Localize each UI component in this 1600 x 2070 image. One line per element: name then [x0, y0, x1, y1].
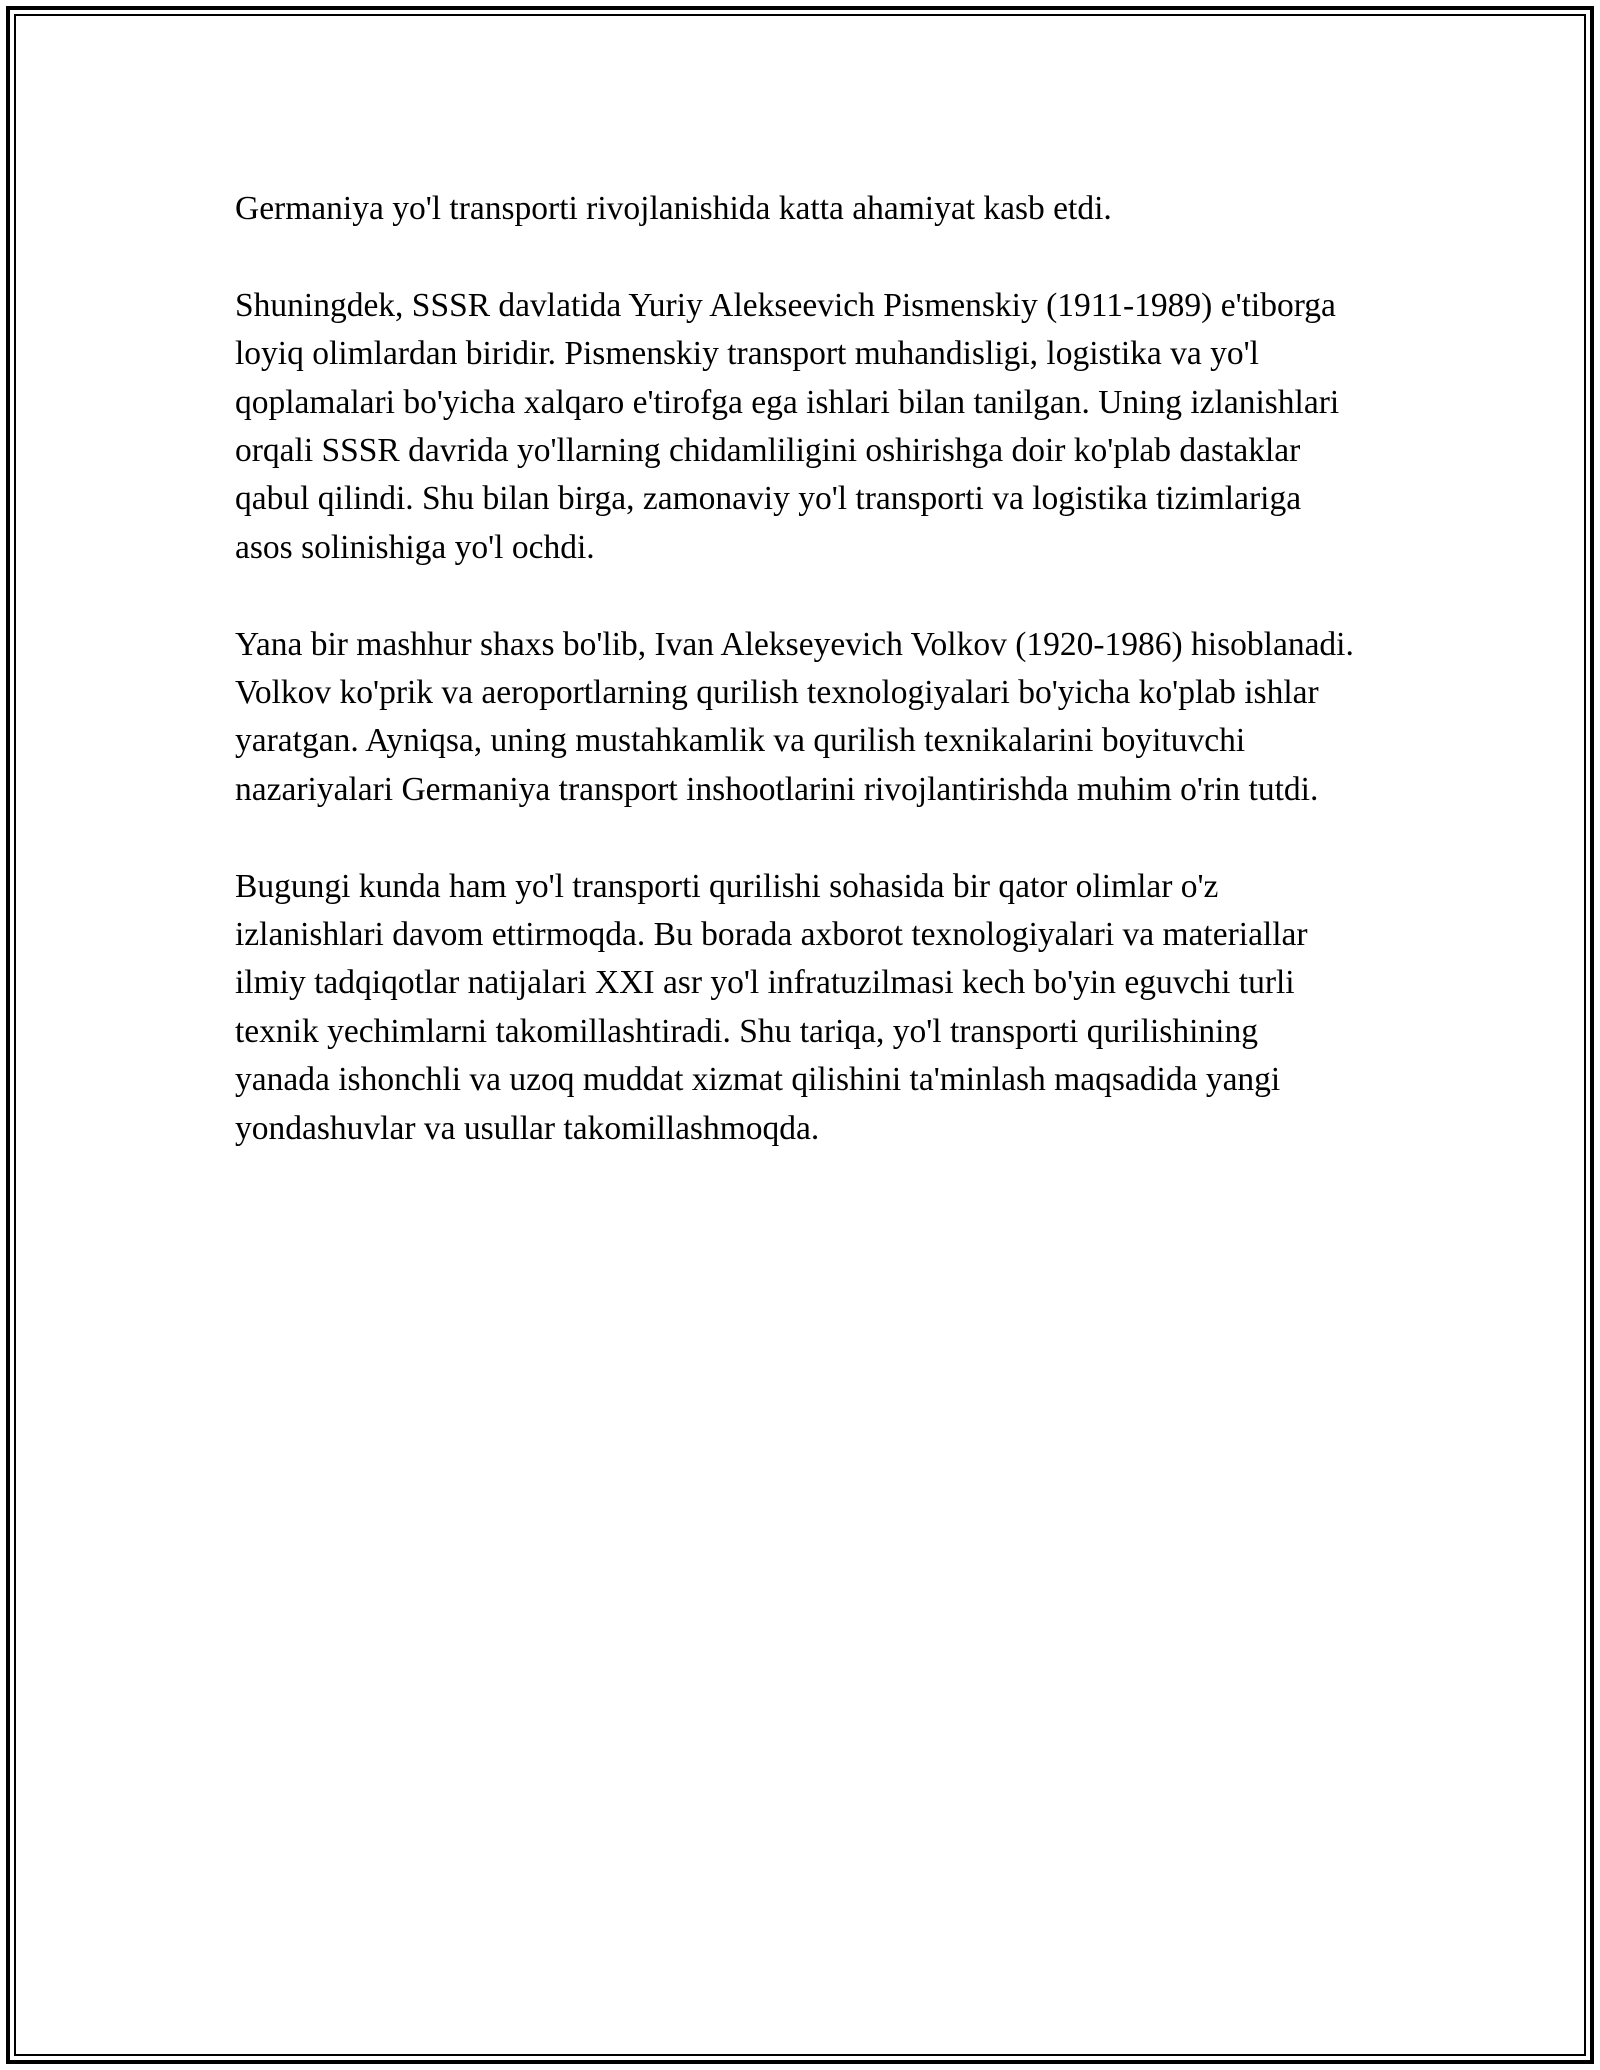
document-body	[235, 185, 1355, 1201]
paragraph-3: Yana bir mashhur shaxs bo'lib, Ivan Alekseyevich Volkov (1920-1986) hisoblanadi. Volkov ko'prik va aeroportlarning qurilish texnologiyalari bo'yicha ko'plab ishlar yaratgan. Ayniqsa, uning mustahkamlik va qurilish texnikalarini boyituvchi nazariyalari Germaniya transport inshootlarini rivojlantirishda muhim o'rin tutdi.	[235, 625, 1354, 808]
paragraph-4: Bugungi kunda ham yo'l transporti qurilishi sohasida bir qator olimlar o'z izlanishlari davom ettirmoqda. Bu borada axborot texnologiyalari va materiallar ilmiy tadqiqotlar natijalari XXI asr yo'l infratuzilmasi kech bo'yin eguvchi turli texnik yechimlarni takomillashtiradi. Shu tariqa, yo'l transporti qurilishining yanada ishonchli va uzoq muddat xizmat qilishini ta'minlash maqsadida yangi yondashuvlar va usullar takomillashmoqda.	[235, 867, 1308, 1147]
paragraph-1: Germaniya yo'l transporti rivojlanishida katta ahamiyat kasb etdi.	[235, 190, 1112, 227]
paragraph-2: Shuningdek, SSSR davlatida Yuriy Alekseevich Pismenskiy (1911-1989) e'tiborga loyiq olimlardan biridir. Pismenskiy transport muhandisligi, logistika va yo'l qoplamalari bo'yicha xalqaro e'tirofga ega ishlari bilan tanilgan. Uning izlanishlari orqali SSSR davrida yo'llarning chidamliligini oshirishga doir ko'plab dastaklar qabul qilindi. Shu bilan birga, zamonaviy yo'l transporti va logistika tizimlariga asos solinishiga yo'l ochdi.	[235, 286, 1340, 566]
